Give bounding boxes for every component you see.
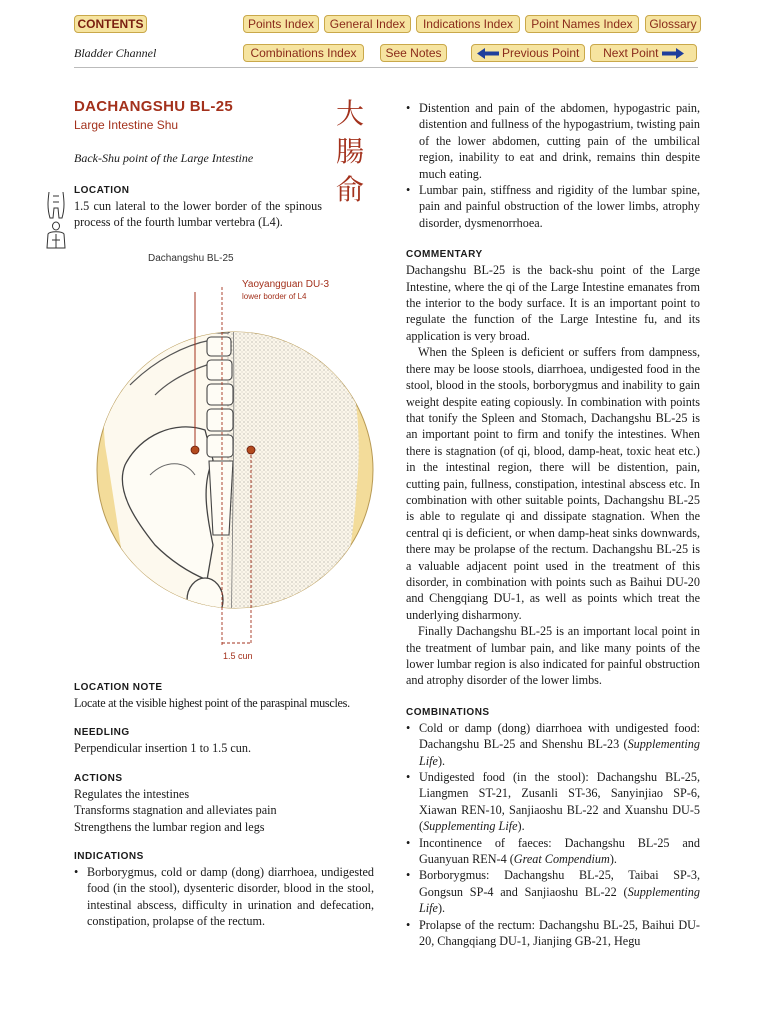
action-item: Regulates the intestines — [74, 786, 190, 801]
combinations-index-button[interactable]: Combinations Index — [243, 44, 364, 62]
combination-text: Cold or damp (dong) diarrhoea with undigested food: Dachangshu BL-25 and Shenshu BL-23 ( — [419, 720, 700, 752]
combination-text: Incontinence of faeces: Dachangshu BL-25 and Guanyuan REN-4 ( — [419, 835, 700, 867]
previous-point-button[interactable] — [471, 44, 585, 62]
point-marker — [247, 446, 255, 454]
combination-item — [406, 769, 700, 835]
location-text: 1.5 cun lateral to the lower border of the spinous process of the fourth lumbar vertebra (L4). — [74, 199, 322, 230]
combination-source: Supplementing Life — [423, 819, 518, 834]
combinations-heading: COMBINATIONS — [406, 706, 490, 718]
see-notes-button[interactable]: See Notes — [380, 44, 447, 62]
header-divider — [74, 67, 698, 68]
next-point-label: Next Point — [603, 46, 659, 60]
combination-end: ). — [609, 852, 617, 867]
location-note-text: Locate at the visible highest point of the paraspinal muscles. — [74, 696, 350, 710]
figure-label-du3: Yaoyangguan DU-3 — [242, 279, 330, 290]
combination-source: Supplementing Life — [419, 884, 700, 916]
combination-item — [406, 867, 700, 916]
combination-end: ). — [437, 901, 446, 916]
commentary-paragraph: When the Spleen is deficient or suffers from dampness, there may be loose stools, diarrhoea, undigested food in the stool, blood in the stools, borborygmus and inability to gain weight despite eating copiously. In combination with points that tonify the Spleen and Stomach, Dachangshu BL-25 is an important point to firm and tonify the intestines. When there is stagnation (of qi, blood, damp-heat, toxic heat etc.) in the intestinal region, there will be distention, pain, cutting pain, fullness, constipation, intestinal abscess etc. In combination with other suitable points, Dachangshu BL-25 is able to regulate qi and dissipate stagnation. When the central qi is deficient, or when damp-heat sinks downwards, there may be prolapse of the rectum. Dachangshu BL-25 is a valuable adjacent point used in the treatment of this disorder, in combination with points such as Baihui DU-20 and Chengqiang DU-1, as well as points which treat the underlying disharmony. — [406, 345, 700, 622]
indication-item: • Lumbar pain, stiffness and rigidity of the lumbar spine, pain and painful obstruction of the lower limbs, atrophy disorder, dysmenorrhoea. — [406, 182, 700, 231]
combination-text: Undigested food (in the stool): Dachangshu BL-25, Liangmen ST-21, Zusanli ST-36, Sanyinjiao SP-6, Xiawan REN-10, Sanjiaoshu BL-22 and Xuanshu DU-5 ( — [419, 770, 700, 834]
channel-name: Bladder Channel — [74, 46, 157, 60]
anatomy-figure — [95, 245, 375, 665]
chinese-char: 大 — [335, 97, 364, 130]
point-title: DACHANGSHU BL-25 — [74, 98, 233, 115]
actions-heading: ACTIONS — [74, 772, 123, 784]
combination-item — [406, 720, 700, 769]
figure-label-cun: 1.5 cun — [223, 651, 253, 661]
needling-text: Perpendicular insertion 1 to 1.5 cun. — [74, 741, 252, 756]
figure-label-l4: lower border of L4 — [242, 292, 307, 301]
indications-index-button[interactable]: Indications Index — [416, 15, 520, 33]
points-index-button[interactable]: Points Index — [243, 15, 319, 33]
glossary-button[interactable]: Glossary — [645, 15, 701, 33]
location-note-heading: LOCATION NOTE — [74, 682, 163, 693]
chinese-char: 腸 — [335, 135, 364, 168]
next-point-button[interactable] — [590, 44, 697, 62]
chinese-characters — [330, 95, 370, 209]
figure-label-point: Dachangshu BL-25 — [148, 253, 234, 264]
action-item: Transforms stagnation and alleviates pain — [74, 803, 277, 818]
needling-heading: NEEDLING — [74, 727, 130, 739]
arrow-right-icon — [662, 48, 684, 59]
combination-end: ). — [517, 819, 525, 834]
body-back-icon — [44, 190, 68, 252]
combination-end: ). — [437, 753, 446, 768]
indications-heading: INDICATIONS — [74, 851, 144, 863]
contents-button[interactable]: CONTENTS — [74, 15, 147, 33]
indication-item: • Borborygmus, cold or damp (dong) diarrhoea, undigested food (in the stool), dysenteric disorder, blood in the stool, intestinal abscess, difficulty in urination and defecation, constipation, prolapse of the rectum. — [74, 864, 374, 930]
commentary-heading: COMMENTARY — [406, 249, 483, 261]
combination-source: Great Compendium — [513, 852, 610, 867]
combination-item — [406, 917, 700, 950]
combination-text: Borborygmus: Dachangshu BL-25, Taibai SP-3, Gongsun SP-4 and Sanjiaoshu BL-22 ( — [419, 868, 700, 899]
previous-point-label: Previous Point — [501, 46, 580, 60]
combination-item — [406, 835, 700, 868]
combination-source: Supplementing Life — [419, 737, 700, 768]
arrow-left-icon — [477, 48, 499, 59]
action-item: Strengthens the lumbar region and legs — [74, 819, 265, 834]
location-heading: LOCATION — [74, 185, 130, 196]
combination-text: Prolapse of the rectum: Dachangshu BL-25, Baihui DU-20, Changqiang DU-1, Jianjing GB-21, Hegu — [419, 917, 700, 949]
point-subtitle: Large Intestine Shu — [74, 118, 179, 132]
point-category: Back-Shu point of the Large Intestine — [74, 151, 254, 165]
commentary-paragraph: Dachangshu BL-25 is the back-shu point of the Large Intestine, where the qi of the Large Intestine emanates from the interior to the body surface. It is an important point to regulate the function of the Large Intestine fu, and its application is very broad. — [406, 263, 700, 343]
point-names-index-button[interactable]: Point Names Index — [525, 15, 639, 33]
point-marker — [191, 446, 199, 454]
chinese-char: 俞 — [335, 173, 364, 206]
general-index-button[interactable]: General Index — [324, 15, 411, 33]
indication-item: • Distention and pain of the abdomen, hypogastric pain, distention and fullness of the hypogastrium, twisting pain of the lower abdomen, cutting pain of the umbilical region, inability to eat and drink, remains thin despite much eating. — [406, 100, 700, 182]
commentary-paragraph: Finally Dachangshu BL-25 is an important local point in the treatment of lumbar pain, and like many points of the lower lumbar region is also indicated for painful obstruction and atrophy disorder of the lower limbs. — [406, 624, 700, 688]
